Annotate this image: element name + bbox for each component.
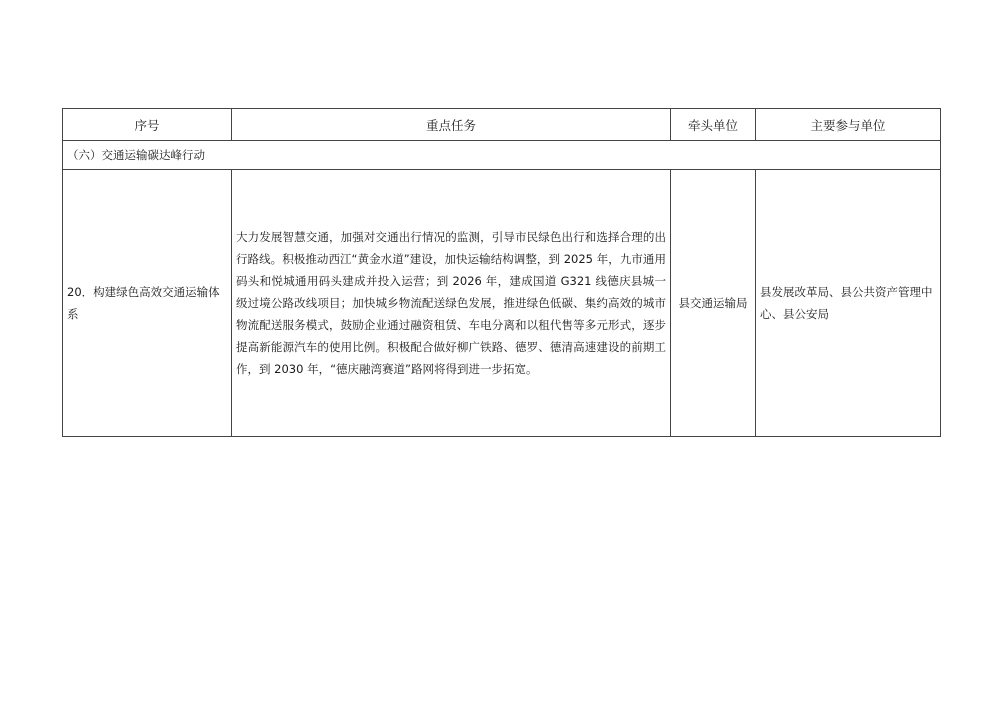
row-task: 大力发展智慧交通，加强对交通出行情况的监测，引导市民绿色出行和选择合理的出行路线。积极推动西江“黄金水道”建设，加快运输结构调整，到 2025 年，九市通用码头和悦城通用码头建成并投入运营；到 2026 年，建成国道 G321 线德庆县城一级过境公路改线项目；加快城乡物流配送绿色发展，推进绿色低碳、集约高效的城市物流配送服务模式，鼓励企业通过融资租赁、车电分离和以租代售等多元形式，逐步提高新能源汽车的使用比例。积极配合做好柳广铁路、德罗、德清高速建设的前期工作，到 2030 年，“德庆融湾赛道”路网将得到进一步拓宽。: [232, 170, 671, 437]
header-lead-unit: 牵头单位: [671, 109, 756, 141]
table-row: [63, 170, 941, 437]
header-task: 重点任务: [232, 109, 671, 141]
task-table: [62, 108, 941, 437]
row-lead-unit: 县交通运输局: [671, 170, 756, 437]
row-number: 20．构建绿色高效交通运输体系: [63, 170, 232, 437]
row-participating-units: 县发展改革局、县公共资产管理中心、县公安局: [756, 170, 941, 437]
header-participating-units: 主要参与单位: [756, 109, 941, 141]
header-number: 序号: [63, 109, 232, 141]
header-row: [63, 109, 941, 141]
section-row: [63, 141, 941, 170]
section-title: （六）交通运输碳达峰行动: [63, 141, 941, 170]
